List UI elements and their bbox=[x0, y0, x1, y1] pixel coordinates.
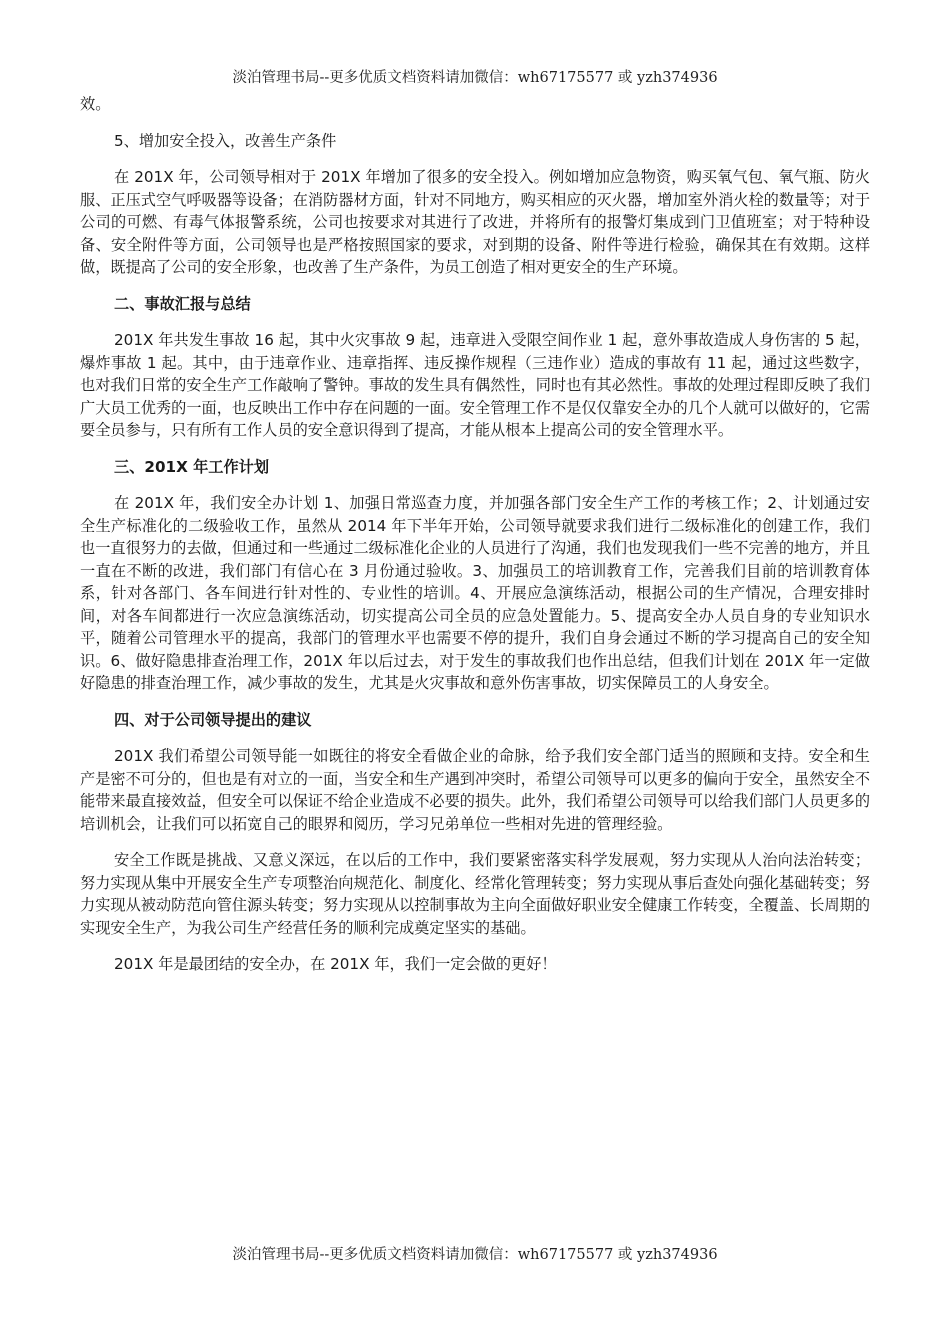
continued-text: 效。 bbox=[80, 95, 111, 113]
closing-paragraph: 安全工作既是挑战、又意义深远，在以后的工作中，我们要紧密落实科学发展观，努力实现从人治向法治转变；努力实现从集中开展安全生产专项整治向规范化、制度化、经常化管理转变；努力实现从事后查处向强化基础转变；努力实现从被动防范向管住源头转变；努力实现从以控制事故为主向全面做好职业安全健康工作转变，全覆盖、长周期的实现安全生产，为我公司生产经营任务的顺利完成奠定坚实的基础。 bbox=[80, 851, 870, 937]
document-body bbox=[80, 93, 870, 976]
section-3-heading: 三、201X 年工作计划 bbox=[114, 457, 270, 476]
section-3-paragraph: 在 201X 年，我们安全办计划 1、加强日常巡查力度，并加强各部门安全生产工作的考核工作；2、计划通过安全生产标准化的二级验收工作，虽然从 2014 年下半年开始，公司领导就要求我们进行二级标准化的创建工作，我们也一直很努力的去做，但通过和一些通过二级标准化企业的人员进行了沟通，我们也发现我们一些不完善的地方，并且一直在不断的改进，我们部门有信心在 3 月份通过验收。3、加强员工的培训教育工作，完善我们目前的培训教育体系，针对各部门、各车间进行针对性的、专业性的培训。4、开展应急演练活动，根据公司的生产情况，合理安排时间，对各车间都进行一次应急演练活动，切实提高公司全员的应急处置能力。5、提高安全办人员自身的专业知识水平，随着公司管理水平的提高，我部门的管理水平也需要不停的提升，我们自身会通过不断的学习提高自己的安全知识。6、做好隐患排查治理工作，201X 年以后过去，对于发生的事故我们也作出总结，但我们计划在 201X 年一定做好隐患的排查治理工作，减少事故的发生，尤其是火灾事故和意外伤害事故，切实保障员工的人身安全。 bbox=[80, 494, 870, 692]
item-5-paragraph: 在 201X 年，公司领导相对于 201X 年增加了很多的安全投入。例如增加应急物资，购买氧气包、氧气瓶、防火服、正压式空气呼吸器等设备；在消防器材方面，针对不同地方，购买相应的灭火器，增加室外消火栓的数量等；对于公司的可燃、有毒气体报警系统，公司也按要求对其进行了改进，并将所有的报警灯集成到门卫值班室；对于特种设备、安全附件等方面，公司领导也是严格按照国家的要求，对到期的设备、附件等进行检验，确保其在有效期。这样做，既提高了公司的安全形象，也改善了生产条件，为员工创造了相对更安全的生产环境。 bbox=[80, 168, 870, 276]
page-footer: 淡泊管理书局--更多优质文档资料请加微信：wh67175577 或 yzh374936 bbox=[232, 1247, 718, 1263]
item-5-title: 5、增加安全投入，改善生产条件 bbox=[114, 131, 337, 150]
section-4-heading: 四、对于公司领导提出的建议 bbox=[114, 710, 312, 729]
section-2-heading: 二、事故汇报与总结 bbox=[114, 294, 251, 313]
section-4-paragraph: 201X 我们希望公司领导能一如既往的将安全看做企业的命脉，给予我们安全部门适当的照顾和支持。安全和生产是密不可分的，但也是有对立的一面，当安全和生产遇到冲突时，希望公司领导可以更多的偏向于安全，虽然安全不能带来最直接效益，但安全可以保证不给企业造成不必要的损失。此外，我们希望公司领导可以给我们部门人员更多的培训机会，让我们可以拓宽自己的眼界和阅历，学习兄弟单位一些相对先进的管理经验。 bbox=[80, 747, 870, 833]
page-header: 淡泊管理书局--更多优质文档资料请加微信：wh67175577 或 yzh374936 bbox=[232, 70, 718, 86]
section-2-paragraph: 201X 年共发生事故 16 起，其中火灾事故 9 起，违章进入受限空间作业 1 起，意外事故造成人身伤害的 5 起，爆炸事故 1 起。其中，由于违章作业、违章指挥、违反操作规程（三违作业）造成的事故有 11 起，通过这些数字，也对我们日常的安全生产工作敲响了警钟。事故的发生具有偶然性，同时也有其必然性。事故的处理过程即反映了我们广大员工优秀的一面，也反映出工作中存在问题的一面。安全管理工作不是仅仅靠安全办的几个人就可以做好的，它需要全员参与，只有所有工作人员的安全意识得到了提高，才能从根本上提高公司的安全管理水平。 bbox=[80, 331, 870, 439]
final-paragraph: 201X 年是最团结的安全办，在 201X 年，我们一定会做的更好！ bbox=[114, 955, 557, 973]
